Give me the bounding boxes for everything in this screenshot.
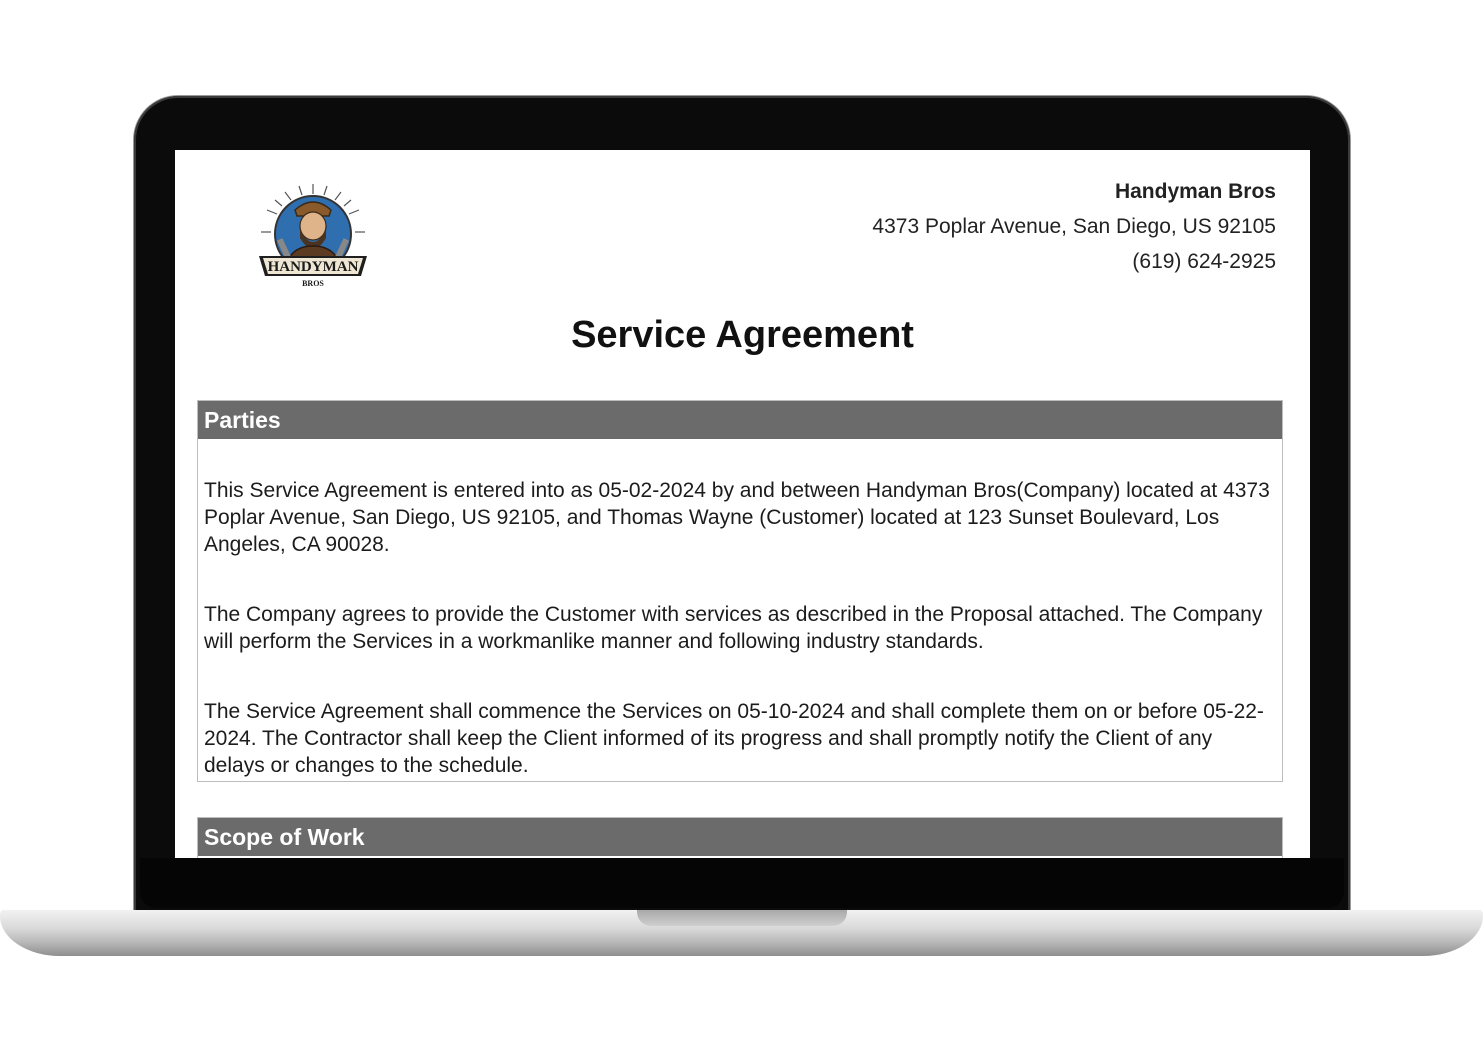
logo-subtext: BROS <box>302 279 324 288</box>
company-address: 4373 Poplar Avenue, San Diego, US 92105 <box>872 215 1276 238</box>
section-scope-of-work <box>197 817 1283 858</box>
company-phone: (619) 624-2925 <box>1132 250 1276 273</box>
document-header <box>175 150 1310 310</box>
logo-wordmark: HANDYMAN <box>267 259 359 275</box>
paragraph: This Service Agreement is entered into as 05-02-2024 by and between Handyman Bros(Company) located at 4373 Poplar Avenue, San Diego, US 92105, and Thomas Wayne (Customer) located at 123 Sunset Boulevard, Los Angeles, CA 90028. <box>204 479 1270 556</box>
company-info <box>872 174 1276 279</box>
page-title: Service Agreement <box>571 314 914 356</box>
company-name: Handyman Bros <box>1114 180 1276 203</box>
screen-bezel-bottom <box>140 858 1344 908</box>
section-parties <box>197 400 1283 782</box>
section-heading: Parties <box>198 401 1282 439</box>
company-logo <box>255 180 371 292</box>
paragraph: The Company agrees to provide the Customer with services as described in the Proposal attached. The Company will perform the Services in a workmanlike manner and following industry standards. <box>204 603 1263 653</box>
laptop-notch <box>637 910 847 926</box>
section-heading: Scope of Work <box>198 818 1282 856</box>
section-body <box>198 439 1282 779</box>
laptop-screen <box>175 150 1310 858</box>
paragraph: The Service Agreement shall commence the Services on 05-10-2024 and shall complete them on or before 05-22-2024. The Contractor shall keep the Client informed of its progress and shall promptly notify the Client of any delays or changes to the schedule. <box>204 700 1264 777</box>
